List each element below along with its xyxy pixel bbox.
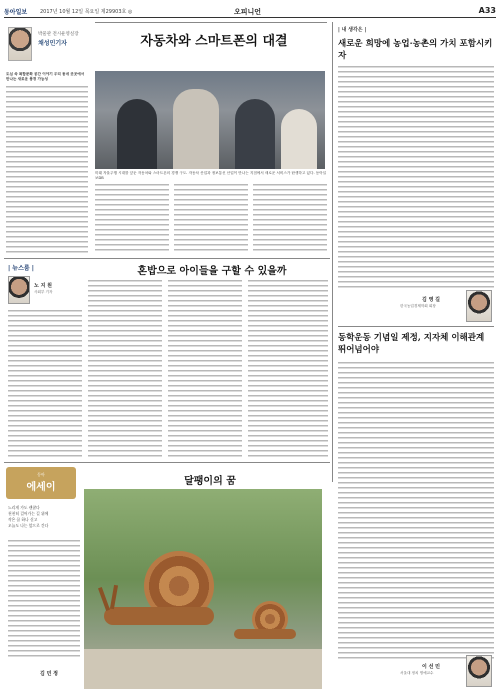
column-intro: 도심 속 복합문화 공간 이야기 우리 동네 곳곳에서 만나는 새로운 풍경 가능성	[6, 72, 85, 81]
main-article-photo	[95, 71, 325, 169]
masthead	[4, 4, 496, 18]
reporter-role: 사회부 기자	[34, 290, 53, 294]
poem-line: 작은 꿈 하나 싣고	[8, 517, 38, 522]
news-text-col1	[8, 310, 82, 458]
poem-line: 천천히 걸어가는 길 위에	[8, 511, 49, 516]
columnist-name: 채성민기자	[38, 40, 67, 47]
essay-photo-snail-sculpture	[84, 489, 322, 689]
issue-date: 2017년 10월 12일 목요일 제29903호 ◎	[40, 9, 133, 15]
reporter-name: 노 지 원	[34, 283, 52, 289]
essay-title: 에세이	[26, 482, 56, 493]
page-number: A33	[478, 6, 496, 15]
essay-body-text	[8, 540, 80, 660]
newspaper-name: 동아일보	[4, 9, 28, 16]
columnist-photo	[8, 27, 32, 61]
essay-author: 김 민 정	[40, 671, 58, 677]
essay-poem	[8, 505, 80, 529]
news-headline: 혼밥으로 아이들을 구할 수 있을까	[137, 266, 287, 277]
photo-caption: 미래 자율주행 시대를 앞둔 자동차와 스마트폰의 경쟁 구도. 자동차 산업과 정보통신 산업이 만나는 지점에서 새로운 서비스가 탄생하고 있다. 동아일보DB	[95, 171, 327, 180]
essay-kicker: 동아	[37, 472, 45, 477]
essay-headline: 달팽이의 꿈	[184, 476, 236, 487]
opinion-headline: 새로운 희망에 농업·농촌의 가치 포함시키자	[338, 39, 493, 61]
columnist-role: 박물관 전시운영실장	[38, 32, 79, 37]
main-headline: 자동차와 스마트폰의 대결	[140, 34, 288, 49]
opinion2-author-name: 이 선 민	[422, 664, 440, 670]
column-body-text	[6, 86, 88, 254]
opinion-author-photo	[466, 290, 492, 322]
opinion-author-role: 한국농업경제학회 회장	[400, 304, 436, 308]
opinion2-headline: 동학운동 기념일 제정, 지자체 이해관계 뛰어넘어야	[338, 333, 485, 355]
news-text-col3	[168, 280, 242, 458]
article-text-col1	[95, 184, 169, 254]
article-text-col2	[174, 184, 248, 254]
opinion-body-text	[338, 66, 494, 288]
opinion2-body-text	[338, 362, 494, 662]
opinion-author-name: 김 영 길	[422, 297, 440, 303]
opinion2-author-photo	[466, 655, 492, 687]
newsroom-label: | 뉴스룸 |	[8, 265, 34, 272]
opinion-kicker: | 내 생각은 |	[338, 27, 367, 33]
poem-line: 오늘도 나는 앞으로 간다	[8, 523, 49, 528]
news-text-col4	[248, 280, 328, 458]
poem-line: 느리게 가도 괜찮다	[8, 505, 40, 510]
news-text-col2	[88, 280, 162, 458]
opinion2-author-role: 서울대 정치 명예교수	[400, 671, 434, 675]
section-title: 오피니언	[234, 8, 262, 16]
article-text-col3	[253, 184, 327, 254]
reporter-photo	[8, 276, 30, 304]
columnist-box	[6, 23, 88, 69]
essay-badge	[6, 467, 76, 499]
